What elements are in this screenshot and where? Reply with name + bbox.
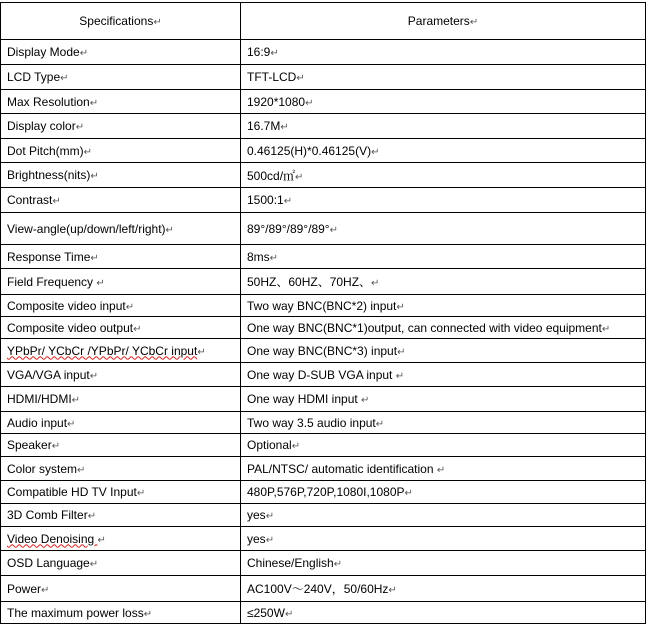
- spec-cell: [1, 504, 241, 527]
- paragraph-mark: ↵: [125, 301, 135, 313]
- table-row: [1, 163, 646, 188]
- table-row: [1, 412, 646, 434]
- paragraph-mark: ↵: [89, 370, 99, 382]
- spec-label: Display Mode: [7, 45, 80, 59]
- value-cell: [241, 269, 646, 295]
- paragraph-mark: ↵: [83, 146, 93, 158]
- spec-cell: [1, 213, 241, 245]
- spec-cell: [1, 245, 241, 269]
- table-row: [1, 188, 646, 213]
- spec-cell: [1, 527, 241, 551]
- table-row: [1, 139, 646, 163]
- paragraph-mark: ↵: [469, 17, 479, 28]
- spec-label: Contrast: [7, 193, 53, 207]
- value-text: One way BNC(BNC*3) input: [247, 343, 398, 358]
- value-cell: [241, 188, 646, 213]
- spec-label: Compatible HD TV Input: [7, 485, 137, 499]
- value-text: 16:9: [247, 45, 271, 59]
- spec-label: Display color: [7, 119, 76, 133]
- value-cell: [241, 90, 646, 114]
- spec-cell: [1, 317, 241, 339]
- value-cell: [241, 65, 646, 90]
- value-text: 89°/89°/89°/89°: [247, 221, 330, 236]
- spec-label: Max Resolution: [7, 94, 90, 109]
- paragraph-mark: ↵: [388, 585, 397, 596]
- table-row: [1, 339, 646, 363]
- paragraph-mark: ↵: [75, 122, 85, 133]
- spec-label: Response Time: [7, 249, 91, 264]
- value-text: 16.7M: [247, 119, 281, 133]
- header-specifications: [1, 3, 241, 40]
- paragraph-mark: ↵: [197, 346, 206, 358]
- spec-label: Audio input: [7, 415, 68, 430]
- paragraph-mark: ↵: [52, 196, 61, 207]
- header-parameters: [241, 3, 646, 40]
- value-text: ≤250W: [247, 605, 285, 620]
- value-text: 1500:1: [247, 193, 284, 207]
- spec-cell: [1, 363, 241, 387]
- paragraph-mark: ↵: [153, 17, 162, 28]
- paragraph-mark: ↵: [371, 146, 380, 158]
- value-cell: [241, 163, 646, 188]
- paragraph-mark: ↵: [90, 171, 99, 182]
- paragraph-mark: ↵: [165, 224, 174, 236]
- value-text: yes: [247, 508, 266, 522]
- paragraph-mark: ↵: [270, 48, 279, 59]
- spec-cell: [1, 114, 241, 139]
- table-header-row: [1, 3, 646, 40]
- value-cell: [241, 527, 646, 551]
- paragraph-mark: ↵: [136, 488, 146, 499]
- value-text: 0.46125(H)*0.46125(V): [247, 143, 372, 158]
- value-cell: [241, 114, 646, 139]
- value-text: Two way BNC(BNC*2) input: [247, 298, 397, 313]
- spec-label: OSD Language: [7, 556, 90, 570]
- paragraph-mark: ↵: [265, 534, 275, 546]
- spec-cell: [1, 576, 241, 602]
- paragraph-mark: ↵: [284, 608, 294, 620]
- paragraph-mark: ↵: [291, 441, 301, 452]
- value-cell: [241, 363, 646, 387]
- specifications-table: [0, 2, 646, 624]
- value-text: 50HZ、60HZ、70HZ、: [247, 275, 372, 289]
- paragraph-mark: ↵: [97, 534, 106, 546]
- value-cell: [241, 213, 646, 245]
- value-text: PAL/NTSC/ automatic identification: [247, 461, 437, 476]
- spec-cell: [1, 163, 241, 188]
- spec-cell: [1, 412, 241, 434]
- value-cell: [241, 317, 646, 339]
- value-cell: [241, 457, 646, 481]
- table-row: [1, 504, 646, 527]
- value-text: yes: [247, 531, 266, 546]
- spec-label: LCD Type: [7, 70, 61, 84]
- table-row: [1, 65, 646, 90]
- spec-label: View-angle(up/down/left/right): [7, 221, 166, 236]
- table-row: [1, 387, 646, 412]
- table-row: [1, 576, 646, 602]
- table-row: [1, 269, 646, 295]
- value-text: 500cd/㎡: [247, 168, 296, 183]
- value-text: One way HDMI input: [247, 392, 362, 406]
- value-text: 480P,576P,720P,1080I,1080P: [247, 485, 405, 499]
- spec-cell: [1, 65, 241, 90]
- table-row: [1, 602, 646, 624]
- spec-label: Brightness(nits): [7, 168, 91, 182]
- paragraph-mark: ↵: [71, 395, 81, 406]
- spec-cell: [1, 269, 241, 295]
- value-cell: [241, 245, 646, 269]
- value-cell: [241, 387, 646, 412]
- paragraph-mark: ↵: [436, 464, 446, 476]
- spec-cell: [1, 295, 241, 317]
- spec-cell: [1, 139, 241, 163]
- spec-label: Color system: [7, 461, 78, 476]
- spec-label: Field Frequency: [7, 274, 97, 289]
- spec-cell: [1, 40, 241, 65]
- paragraph-mark: ↵: [51, 441, 61, 452]
- table-row: [1, 527, 646, 551]
- table-row: [1, 295, 646, 317]
- paragraph-mark: ↵: [295, 171, 304, 183]
- paragraph-mark: ↵: [87, 511, 97, 522]
- spec-cell: [1, 339, 241, 363]
- paragraph-mark: ↵: [375, 418, 385, 430]
- table-row: [1, 40, 646, 65]
- paragraph-mark: ↵: [361, 395, 370, 406]
- paragraph-mark: ↵: [283, 196, 293, 207]
- value-cell: [241, 576, 646, 602]
- paragraph-mark: ↵: [89, 559, 99, 570]
- value-cell: [241, 481, 646, 504]
- paragraph-mark: ↵: [265, 511, 275, 522]
- paragraph-mark: ↵: [133, 323, 142, 335]
- spec-label: Composite video output: [7, 320, 134, 335]
- spec-cell: [1, 90, 241, 114]
- paragraph-mark: ↵: [280, 122, 289, 133]
- paragraph-mark: ↵: [67, 418, 76, 430]
- value-text: One way D-SUB VGA input: [247, 367, 396, 382]
- value-text: AC100V～240V，50/60Hz: [247, 582, 389, 596]
- paragraph-mark: ↵: [143, 608, 153, 620]
- value-text: Two way 3.5 audio input: [247, 415, 376, 430]
- spec-label: VGA/VGA input: [7, 367, 90, 382]
- spec-cell: [1, 551, 241, 576]
- value-cell: [241, 551, 646, 576]
- value-text: One way BNC(BNC*1)output, can connected with video equipment: [247, 320, 602, 335]
- spec-cell: [1, 434, 241, 457]
- spec-cell: [1, 481, 241, 504]
- table-row: [1, 551, 646, 576]
- paragraph-mark: ↵: [60, 73, 69, 84]
- table-row: [1, 114, 646, 139]
- table-row: [1, 245, 646, 269]
- paragraph-mark: ↵: [397, 346, 406, 358]
- value-cell: [241, 139, 646, 163]
- spec-label: Composite video input: [7, 298, 126, 313]
- spec-label: Power: [7, 581, 42, 596]
- paragraph-mark: ↵: [395, 370, 405, 382]
- value-cell: [241, 504, 646, 527]
- spec-cell: [1, 602, 241, 624]
- paragraph-mark: ↵: [329, 224, 338, 236]
- value-text: Chinese/English: [247, 556, 334, 570]
- paragraph-mark: ↵: [601, 323, 611, 335]
- paragraph-mark: ↵: [77, 464, 86, 476]
- table-row: [1, 213, 646, 245]
- value-text: Optional: [247, 438, 292, 452]
- value-cell: [241, 40, 646, 65]
- spec-cell: [1, 387, 241, 412]
- paragraph-mark: ↵: [404, 488, 413, 499]
- spec-label: HDMI/HDMI: [7, 392, 72, 406]
- value-text: TFT-LCD: [247, 70, 297, 84]
- paragraph-mark: ↵: [89, 97, 99, 109]
- paragraph-mark: ↵: [79, 48, 89, 59]
- spec-label: Dot Pitch(mm): [7, 143, 84, 158]
- value-cell: [241, 602, 646, 624]
- value-cell: [241, 339, 646, 363]
- header-label: Parameters: [407, 14, 470, 28]
- paragraph-mark: ↵: [396, 301, 405, 313]
- spec-label: Video Denoising: [7, 531, 98, 546]
- table-row: [1, 90, 646, 114]
- spec-label: YPbPr/ YCbCr /YPbPr/ YCbCr input: [7, 343, 198, 358]
- paragraph-mark: ↵: [90, 252, 99, 264]
- value-cell: [241, 412, 646, 434]
- spec-cell: [1, 457, 241, 481]
- paragraph-mark: ↵: [371, 278, 380, 289]
- paragraph-mark: ↵: [296, 73, 305, 84]
- table-row: [1, 481, 646, 504]
- paragraph-mark: ↵: [269, 252, 279, 264]
- value-cell: [241, 434, 646, 457]
- spec-label: 3D Comb Filter: [7, 508, 88, 522]
- header-label: Specifications: [79, 14, 154, 28]
- paragraph-mark: ↵: [333, 559, 343, 570]
- paragraph-mark: ↵: [41, 584, 50, 596]
- table-row: [1, 457, 646, 481]
- value-cell: [241, 295, 646, 317]
- value-text: 1920*1080: [247, 94, 306, 109]
- paragraph-mark: ↵: [305, 97, 314, 109]
- value-text: 8ms: [247, 249, 270, 264]
- table-row: [1, 434, 646, 457]
- spec-label: Speaker: [7, 438, 52, 452]
- table-row: [1, 317, 646, 339]
- spec-cell: [1, 188, 241, 213]
- paragraph-mark: ↵: [96, 277, 105, 289]
- table-row: [1, 363, 646, 387]
- spec-label: The maximum power loss: [7, 605, 144, 620]
